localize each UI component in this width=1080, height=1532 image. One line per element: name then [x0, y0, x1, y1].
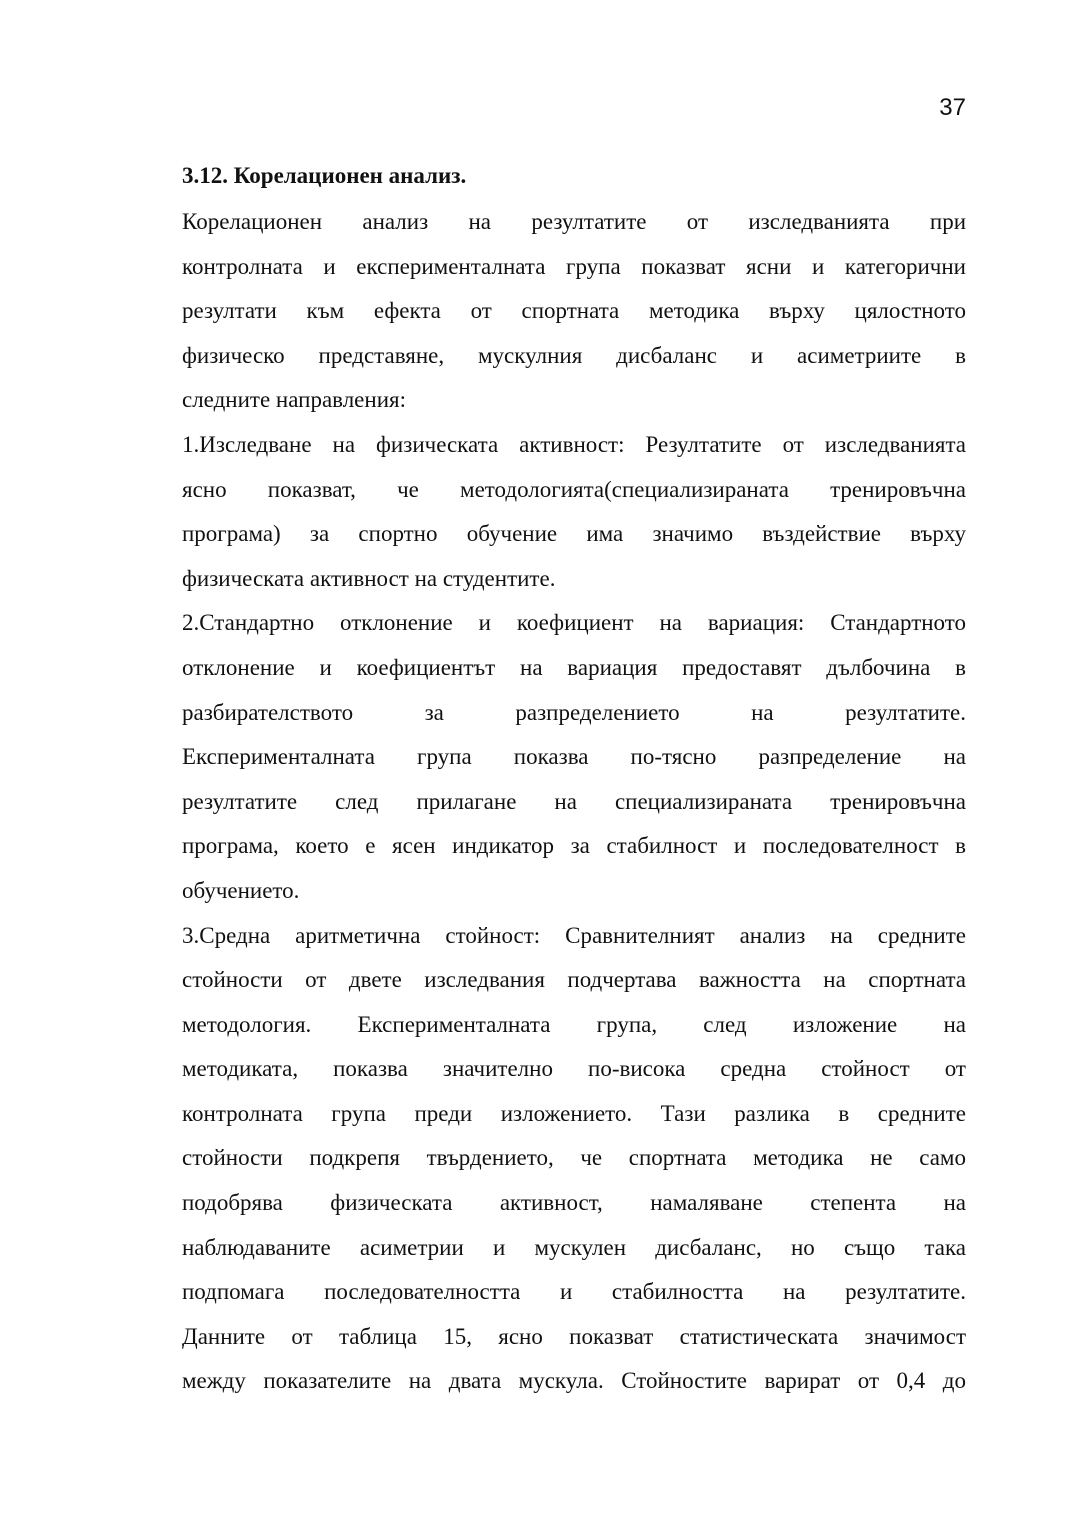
text-line: 2.Стандартно отклонение и коефициент на вариация: Стандартното	[182, 610, 966, 636]
text-line: 3.Средна аритметична стойност: Сравнителният анализ на средните	[182, 922, 966, 948]
text-line: резултати към ефекта от спортната методика върху цялостното	[182, 298, 966, 324]
paragraph-intro	[182, 200, 966, 423]
text-line: следните направления:	[182, 387, 406, 413]
text-line: подобрява физическата активност, намаляване степента на	[182, 1190, 966, 1216]
text-line: наблюдаваните асиметрии и мускулен дисбаланс, но също така	[182, 1234, 966, 1260]
text-line: разбирателството за разпределението на резултатите.	[182, 699, 966, 725]
text-line: ясно показват, че методологията(специализираната тренировъчна	[182, 476, 966, 502]
text-line: програма, което е ясен индикатор за стабилност и последователност в	[182, 833, 966, 859]
text-line: методология. Експерименталната група, след изложение на	[182, 1011, 966, 1037]
text-line: физическата активност на студентите.	[182, 565, 556, 591]
text-line: контролната и експерименталната група показват ясни и категорични	[182, 253, 966, 279]
text-line: Корелационен анализ на резултатите от изследванията при	[182, 209, 966, 234]
text-line: методиката, показва значително по-висока средна стойност от	[182, 1056, 966, 1082]
paragraph-physical-activity	[182, 423, 966, 601]
text-line: стойности от двете изследвания подчертава важността на спортната	[182, 967, 966, 993]
paragraph-std-deviation	[182, 601, 966, 913]
text-line: между показателите на двата мускула. Стойностите варират от 0,4 до	[182, 1368, 966, 1394]
text-line: контролната група преди изложението. Тази разлика в средните	[182, 1100, 966, 1126]
text-line: 1.Изследване на физическата активност: Резултатите от изследванията	[182, 431, 966, 457]
text-line: Данните от таблица 15, ясно показват статистическата значимост	[182, 1323, 966, 1349]
text-line: обучението.	[182, 877, 300, 903]
page-number: 37	[939, 94, 966, 121]
text-line: отклонение и коефициентът на вариация предоставят дълбочина в	[182, 654, 966, 680]
text-line: резултатите след прилагане на специализираната тренировъчна	[182, 788, 966, 814]
text-line: програма) за спортно обучение има значимо въздействие върху	[182, 521, 966, 547]
paragraph-mean-value	[182, 914, 966, 1405]
text-line: стойности подкрепя твърдението, че спортната методика не само	[182, 1145, 966, 1171]
text-line: Експерименталната група показва по-тясно разпределение на	[182, 744, 966, 770]
page-content	[182, 156, 966, 1404]
text-line: физическо представяне, мускулния дисбаланс и асиметриите в	[182, 342, 966, 368]
text-line: подпомага последователността и стабилността на резултатите.	[182, 1279, 966, 1305]
section-heading: 3.12. Корелационен анализ.	[182, 163, 467, 188]
